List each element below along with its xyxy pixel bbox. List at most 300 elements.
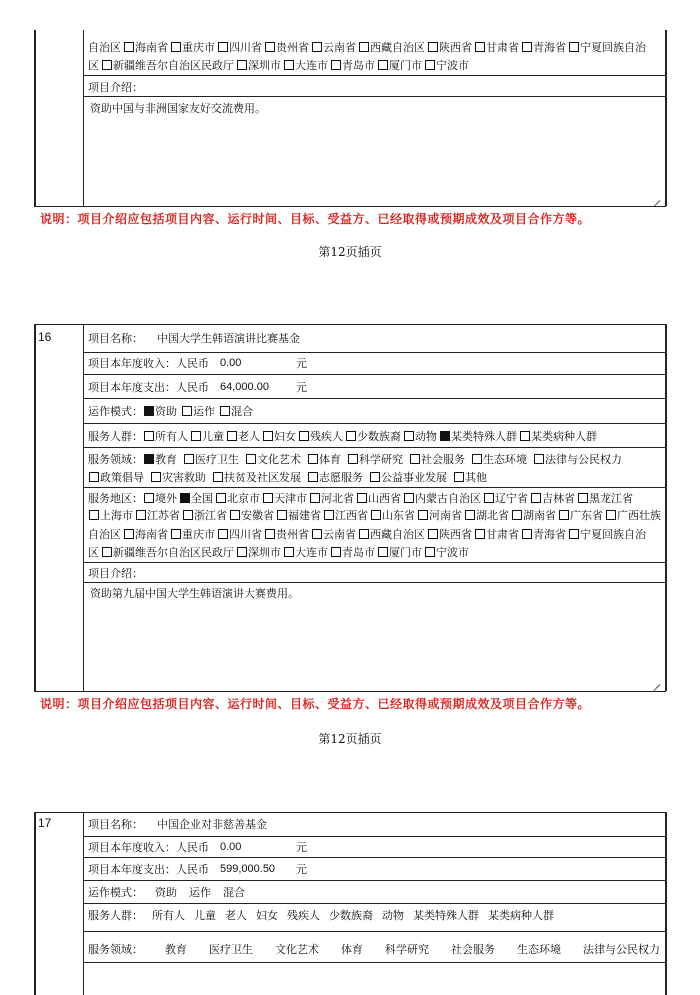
checkbox-option[interactable]	[511, 509, 556, 522]
checkbox-icon[interactable]	[312, 529, 322, 539]
checkbox-option[interactable]	[370, 509, 415, 522]
checkbox-icon[interactable]	[578, 493, 588, 503]
checkbox-option[interactable]	[170, 528, 215, 541]
checkbox-option[interactable]	[88, 509, 133, 522]
row-divider	[84, 96, 665, 97]
option-label: 生态环境	[517, 943, 561, 956]
table-right-border	[665, 812, 667, 995]
option-label: 社会服务	[421, 453, 465, 466]
checkbox-icon[interactable]	[310, 493, 320, 503]
checkbox-option[interactable]	[358, 41, 425, 54]
checkbox-icon[interactable]	[370, 472, 380, 482]
option-label: 自治区	[88, 528, 121, 541]
option-label: 区	[88, 546, 99, 559]
project-name: 中国企业对非慈善基金	[157, 818, 267, 831]
checkbox-icon[interactable]	[378, 60, 388, 70]
checkbox-option[interactable]	[229, 509, 274, 522]
option-label: 妇女	[256, 909, 278, 922]
checkbox-icon[interactable]	[220, 406, 230, 416]
checkbox-icon[interactable]	[475, 42, 485, 52]
checkbox-option[interactable]	[424, 59, 469, 72]
checkbox-icon[interactable]	[454, 472, 464, 482]
region-options-line	[88, 40, 648, 55]
mode-row	[88, 885, 245, 900]
row-divider	[84, 487, 665, 488]
option-label: 深圳市	[248, 59, 281, 72]
checkbox-icon[interactable]	[263, 431, 273, 441]
table-right-border	[665, 324, 667, 691]
row-divider	[84, 447, 665, 448]
option-label: 境外	[155, 492, 177, 505]
checkbox-option[interactable]	[605, 509, 661, 522]
option-label: 贵州省	[276, 528, 309, 541]
checkbox-icon[interactable]	[331, 547, 341, 557]
option-label: 厦门市	[389, 546, 422, 559]
checkbox-icon[interactable]	[512, 510, 522, 520]
checkbox-icon[interactable]	[136, 510, 146, 520]
expense-label: 项目本年度支出：人民币	[88, 381, 209, 394]
region-options-line	[88, 58, 471, 73]
row-divider	[84, 423, 665, 424]
intro-text: 资助第九届中国大学生韩语演讲大赛费用。	[90, 587, 299, 600]
checkbox-option[interactable]	[474, 528, 519, 541]
checkbox-option[interactable]	[464, 509, 509, 522]
option-label: 安徽省	[241, 509, 274, 522]
option-label: 山东省	[382, 509, 415, 522]
checkbox-icon[interactable]	[475, 529, 485, 539]
option-label: 其他	[465, 471, 487, 484]
option-label: 西藏自治区	[370, 41, 425, 54]
checkbox-icon[interactable]	[425, 547, 435, 557]
income-label: 项目本年度收入：人民币	[88, 841, 209, 854]
row-divider	[84, 836, 665, 837]
checkbox-option[interactable]	[311, 528, 356, 541]
option-label: 自治区	[88, 41, 121, 54]
checkbox-icon[interactable]	[218, 42, 228, 52]
option-label: 浙江省	[194, 509, 227, 522]
checked-checkbox-icon[interactable]	[144, 454, 154, 464]
mode-label: 运作模式：	[88, 886, 143, 899]
option-label: 辽宁省	[495, 492, 528, 505]
checkbox-icon[interactable]	[216, 493, 226, 503]
option-label: 混合	[231, 405, 253, 418]
checkbox-icon[interactable]	[484, 493, 494, 503]
checkbox-icon[interactable]	[312, 42, 322, 52]
option-label: 河北省	[321, 492, 354, 505]
currency-unit: 元	[296, 863, 307, 876]
option-label: 资助	[155, 886, 177, 899]
checkbox-icon[interactable]	[331, 60, 341, 70]
option-label: 青海省	[533, 41, 566, 54]
checkbox-option[interactable]	[245, 453, 301, 466]
resize-handle-icon[interactable]	[652, 678, 660, 686]
option-label: 上海市	[100, 509, 133, 522]
checkbox-option[interactable]	[345, 430, 401, 443]
checkbox-icon[interactable]	[410, 454, 420, 464]
checkbox-icon[interactable]	[522, 529, 532, 539]
option-label: 内蒙古自治区	[415, 492, 481, 505]
option-label: 重庆市	[182, 41, 215, 54]
field-row-continued	[88, 470, 489, 485]
checkbox-icon[interactable]	[102, 60, 112, 70]
row-divider	[84, 582, 665, 583]
option-label: 天津市	[274, 492, 307, 505]
table-column-divider	[83, 324, 84, 691]
project-name: 中国大学生韩语演讲比赛基金	[157, 332, 300, 345]
checkbox-option[interactable]	[88, 471, 144, 484]
checkbox-icon[interactable]	[144, 431, 154, 441]
option-label: 宁波市	[436, 59, 469, 72]
project-name-label: 项目名称：	[88, 818, 143, 831]
option-label: 儿童	[202, 430, 224, 443]
checkbox-option[interactable]	[323, 509, 368, 522]
option-label: 青岛市	[342, 59, 375, 72]
people-row	[88, 908, 554, 923]
checkbox-icon[interactable]	[171, 42, 181, 52]
option-label: 陕西省	[439, 528, 472, 541]
note-text: 说明：项目介绍应包括项目内容、运行时间、目标、受益方、已经取得或预期成效及项目合作方等。	[40, 697, 591, 711]
region-options-line	[88, 527, 648, 542]
checkbox-option[interactable]	[427, 528, 472, 541]
field-row	[88, 942, 660, 957]
checkbox-option[interactable]	[182, 509, 227, 522]
checkbox-option[interactable]	[558, 509, 603, 522]
checkbox-icon[interactable]	[522, 42, 532, 52]
checkbox-icon[interactable]	[324, 510, 334, 520]
option-label: 文化艺术	[257, 453, 301, 466]
checkbox-icon[interactable]	[472, 454, 482, 464]
checkbox-option[interactable]	[143, 492, 177, 505]
people-label: 服务人群：	[88, 430, 143, 443]
option-label: 湖北省	[476, 509, 509, 522]
option-label: 法律与公民权力	[583, 943, 660, 956]
checkbox-option[interactable]	[219, 405, 253, 418]
checkbox-icon[interactable]	[559, 510, 569, 520]
intro-label: 项目介绍：	[88, 81, 143, 94]
checkbox-option[interactable]	[236, 59, 281, 72]
project-number: 17	[38, 816, 52, 830]
checkbox-icon[interactable]	[144, 493, 154, 503]
checkbox-icon[interactable]	[182, 406, 192, 416]
checkbox-icon[interactable]	[359, 529, 369, 539]
expense-value: 599,000.50	[220, 863, 276, 875]
currency-unit: 元	[296, 841, 307, 854]
option-label: 云南省	[323, 528, 356, 541]
checkbox-icon[interactable]	[425, 60, 435, 70]
option-label: 妇女	[274, 430, 296, 443]
checkbox-icon[interactable]	[418, 510, 428, 520]
checkbox-option[interactable]	[283, 59, 328, 72]
option-label: 文化艺术	[275, 943, 319, 956]
option-label: 少数族裔	[357, 430, 401, 443]
income-label: 项目本年度收入：人民币	[88, 357, 209, 370]
option-label: 残疾人	[287, 909, 320, 922]
option-label: 黑龙江省	[589, 492, 633, 505]
checkbox-icon[interactable]	[230, 510, 240, 520]
checkbox-icon[interactable]	[265, 529, 275, 539]
checkbox-option[interactable]	[311, 41, 356, 54]
option-label: 重庆市	[182, 528, 215, 541]
checkbox-icon[interactable]	[359, 42, 369, 52]
checkbox-icon[interactable]	[151, 472, 161, 482]
checkbox-icon[interactable]	[89, 510, 99, 520]
income-value: 0.00	[220, 841, 242, 853]
checkbox-option[interactable]	[521, 528, 566, 541]
checkbox-icon[interactable]	[308, 454, 318, 464]
checkbox-option[interactable]	[262, 430, 296, 443]
checkbox-option[interactable]	[226, 430, 260, 443]
checkbox-icon[interactable]	[404, 431, 414, 441]
region-options-line	[88, 545, 471, 560]
option-label: 生态环境	[483, 453, 527, 466]
checkbox-option[interactable]	[309, 492, 354, 505]
checkbox-option[interactable]	[123, 528, 168, 541]
option-label: 教育	[155, 453, 177, 466]
checkbox-option[interactable]	[471, 453, 527, 466]
table-top-border	[34, 812, 666, 813]
checkbox-option[interactable]	[377, 546, 422, 559]
checkbox-icon[interactable]	[102, 547, 112, 557]
checkbox-icon[interactable]	[171, 529, 181, 539]
checkbox-option[interactable]	[262, 492, 307, 505]
checkbox-option[interactable]	[101, 59, 234, 72]
option-label: 甘肃省	[486, 528, 519, 541]
table-right-border	[665, 30, 667, 206]
checkbox-option[interactable]	[377, 59, 422, 72]
checkbox-option[interactable]	[215, 492, 260, 505]
checkbox-icon[interactable]	[569, 529, 579, 539]
checkbox-option[interactable]	[264, 528, 309, 541]
checkbox-icon[interactable]	[265, 42, 275, 52]
row-divider	[84, 75, 665, 76]
checkbox-option[interactable]	[439, 430, 517, 443]
option-label: 海南省	[135, 528, 168, 541]
checkbox-option[interactable]	[521, 41, 566, 54]
checkbox-option[interactable]	[474, 41, 519, 54]
checkbox-icon[interactable]	[237, 60, 247, 70]
checkbox-option[interactable]	[356, 492, 401, 505]
checkbox-icon[interactable]	[263, 493, 273, 503]
project-number: 16	[38, 330, 52, 344]
intro-label: 项目介绍：	[88, 567, 143, 580]
option-label: 某类病种人群	[531, 430, 597, 443]
checkbox-option[interactable]	[143, 405, 177, 418]
field-label: 服务领域：	[88, 453, 143, 466]
checkbox-icon[interactable]	[191, 431, 201, 441]
checkbox-icon[interactable]	[124, 529, 134, 539]
row-divider	[84, 931, 665, 932]
expense-value: 64,000.00	[220, 381, 269, 393]
option-label: 新疆维吾尔自治区民政厅	[113, 546, 234, 559]
option-label: 广东省	[570, 509, 603, 522]
checkbox-option[interactable]	[298, 430, 343, 443]
option-label: 资助	[155, 405, 177, 418]
checkbox-option[interactable]	[330, 59, 375, 72]
option-label: 科学研究	[359, 453, 403, 466]
option-label: 所有人	[152, 909, 185, 922]
checkbox-icon[interactable]	[277, 510, 287, 520]
option-label: 河南省	[429, 509, 462, 522]
checkbox-option[interactable]	[369, 471, 447, 484]
checkbox-option[interactable]	[347, 453, 403, 466]
income-value: 0.00	[220, 357, 242, 369]
option-label: 区	[88, 59, 99, 72]
resize-handle-icon[interactable]	[652, 194, 660, 202]
checkbox-option[interactable]	[135, 509, 180, 522]
checkbox-icon[interactable]	[227, 431, 237, 441]
checkbox-icon[interactable]	[534, 454, 544, 464]
currency-unit: 元	[296, 381, 307, 394]
checkbox-icon[interactable]	[531, 493, 541, 503]
checkbox-option[interactable]	[190, 430, 224, 443]
table-left-border	[34, 30, 36, 206]
checkbox-option[interactable]	[530, 492, 575, 505]
option-label: 灾害救助	[162, 471, 206, 484]
checkbox-option[interactable]	[212, 471, 301, 484]
checkbox-icon[interactable]	[428, 529, 438, 539]
checkbox-option[interactable]	[88, 546, 99, 559]
checkbox-option[interactable]	[170, 41, 215, 54]
option-label: 江苏省	[147, 509, 180, 522]
checkbox-icon[interactable]	[520, 431, 530, 441]
checkbox-option[interactable]	[143, 430, 188, 443]
checkbox-icon[interactable]	[213, 472, 223, 482]
option-label: 某类病种人群	[488, 909, 554, 922]
option-label: 体育	[319, 453, 341, 466]
option-label: 青岛市	[342, 546, 375, 559]
checkbox-option[interactable]	[143, 453, 177, 466]
checkbox-option[interactable]	[264, 41, 309, 54]
option-label: 教育	[165, 943, 187, 956]
insert-page-label: 第12页插页	[318, 245, 382, 259]
checkbox-icon[interactable]	[404, 493, 414, 503]
checkbox-option[interactable]	[330, 546, 375, 559]
checkbox-icon[interactable]	[348, 454, 358, 464]
option-label: 山西省	[368, 492, 401, 505]
option-label: 儿童	[194, 909, 216, 922]
checkbox-option[interactable]	[417, 509, 462, 522]
checked-checkbox-icon[interactable]	[180, 493, 190, 503]
checkbox-icon[interactable]	[606, 510, 616, 520]
checkbox-option[interactable]	[568, 41, 646, 54]
intro-text: 资助中国与非洲国家友好交流费用。	[90, 102, 266, 115]
checkbox-option[interactable]	[403, 430, 437, 443]
checkbox-icon[interactable]	[284, 60, 294, 70]
checkbox-icon[interactable]	[218, 529, 228, 539]
mode-label: 运作模式：	[88, 405, 143, 418]
checkbox-option[interactable]	[88, 528, 121, 541]
checkbox-icon[interactable]	[184, 454, 194, 464]
checkbox-option[interactable]	[101, 546, 234, 559]
checkbox-option[interactable]	[123, 41, 168, 54]
option-label: 运作	[189, 886, 211, 899]
option-label: 新疆维吾尔自治区民政厅	[113, 59, 234, 72]
checkbox-icon[interactable]	[237, 547, 247, 557]
expense-label: 项目本年度支出：人民币	[88, 863, 209, 876]
option-label: 湖南省	[523, 509, 556, 522]
option-label: 社会服务	[451, 943, 495, 956]
checkbox-icon[interactable]	[183, 510, 193, 520]
checkbox-option[interactable]	[307, 453, 341, 466]
checkbox-option[interactable]	[183, 453, 239, 466]
checkbox-option[interactable]	[358, 528, 425, 541]
checkbox-option[interactable]	[409, 453, 465, 466]
checkbox-option[interactable]	[181, 405, 215, 418]
project-name-label: 项目名称：	[88, 332, 143, 345]
option-label: 北京市	[227, 492, 260, 505]
checkbox-option[interactable]	[179, 492, 213, 505]
checkbox-option[interactable]	[88, 59, 99, 72]
checkbox-option[interactable]	[533, 453, 622, 466]
checkbox-option[interactable]	[88, 41, 121, 54]
option-label: 海南省	[135, 41, 168, 54]
option-label: 运作	[193, 405, 215, 418]
checkbox-icon[interactable]	[569, 42, 579, 52]
checkbox-option[interactable]	[217, 41, 262, 54]
option-label: 大连市	[295, 546, 328, 559]
checkbox-icon[interactable]	[299, 431, 309, 441]
checkbox-icon[interactable]	[284, 547, 294, 557]
row-divider	[84, 903, 665, 904]
checkbox-icon[interactable]	[428, 42, 438, 52]
checkbox-icon[interactable]	[357, 493, 367, 503]
option-label: 残疾人	[310, 430, 343, 443]
checked-checkbox-icon[interactable]	[440, 431, 450, 441]
option-label: 福建省	[288, 509, 321, 522]
option-label: 吉林省	[542, 492, 575, 505]
checkbox-option[interactable]	[276, 509, 321, 522]
checkbox-icon[interactable]	[465, 510, 475, 520]
checkbox-option[interactable]	[283, 546, 328, 559]
option-label: 大连市	[295, 59, 328, 72]
checkbox-icon[interactable]	[378, 547, 388, 557]
option-label: 所有人	[155, 430, 188, 443]
checkbox-option[interactable]	[427, 41, 472, 54]
checked-checkbox-icon[interactable]	[144, 406, 154, 416]
checkbox-option[interactable]	[236, 546, 281, 559]
option-label: 四川省	[229, 528, 262, 541]
option-label: 某类特殊人群	[413, 909, 479, 922]
table-column-divider	[83, 30, 84, 206]
option-label: 厦门市	[389, 59, 422, 72]
table-bottom-border	[34, 206, 666, 207]
option-label: 深圳市	[248, 546, 281, 559]
people-label: 服务人群：	[88, 909, 143, 922]
option-label: 全国	[191, 492, 213, 505]
checkbox-option[interactable]	[568, 528, 646, 541]
checkbox-option[interactable]	[150, 471, 206, 484]
checkbox-icon[interactable]	[89, 472, 99, 482]
checkbox-option[interactable]	[217, 528, 262, 541]
checkbox-icon[interactable]	[124, 42, 134, 52]
checkbox-icon[interactable]	[346, 431, 356, 441]
checkbox-option[interactable]	[403, 492, 481, 505]
checkbox-option[interactable]	[483, 492, 528, 505]
checkbox-icon[interactable]	[246, 454, 256, 464]
row-divider	[84, 352, 665, 353]
checkbox-option[interactable]	[424, 546, 469, 559]
checkbox-option[interactable]	[453, 471, 487, 484]
option-label: 动物	[415, 430, 437, 443]
checkbox-option[interactable]	[307, 471, 363, 484]
option-label: 广西壮族	[617, 509, 661, 522]
region-row	[88, 491, 635, 506]
checkbox-icon[interactable]	[371, 510, 381, 520]
table-left-border	[34, 324, 36, 691]
checkbox-icon[interactable]	[308, 472, 318, 482]
checkbox-option[interactable]	[519, 430, 597, 443]
checkbox-option[interactable]	[577, 492, 633, 505]
